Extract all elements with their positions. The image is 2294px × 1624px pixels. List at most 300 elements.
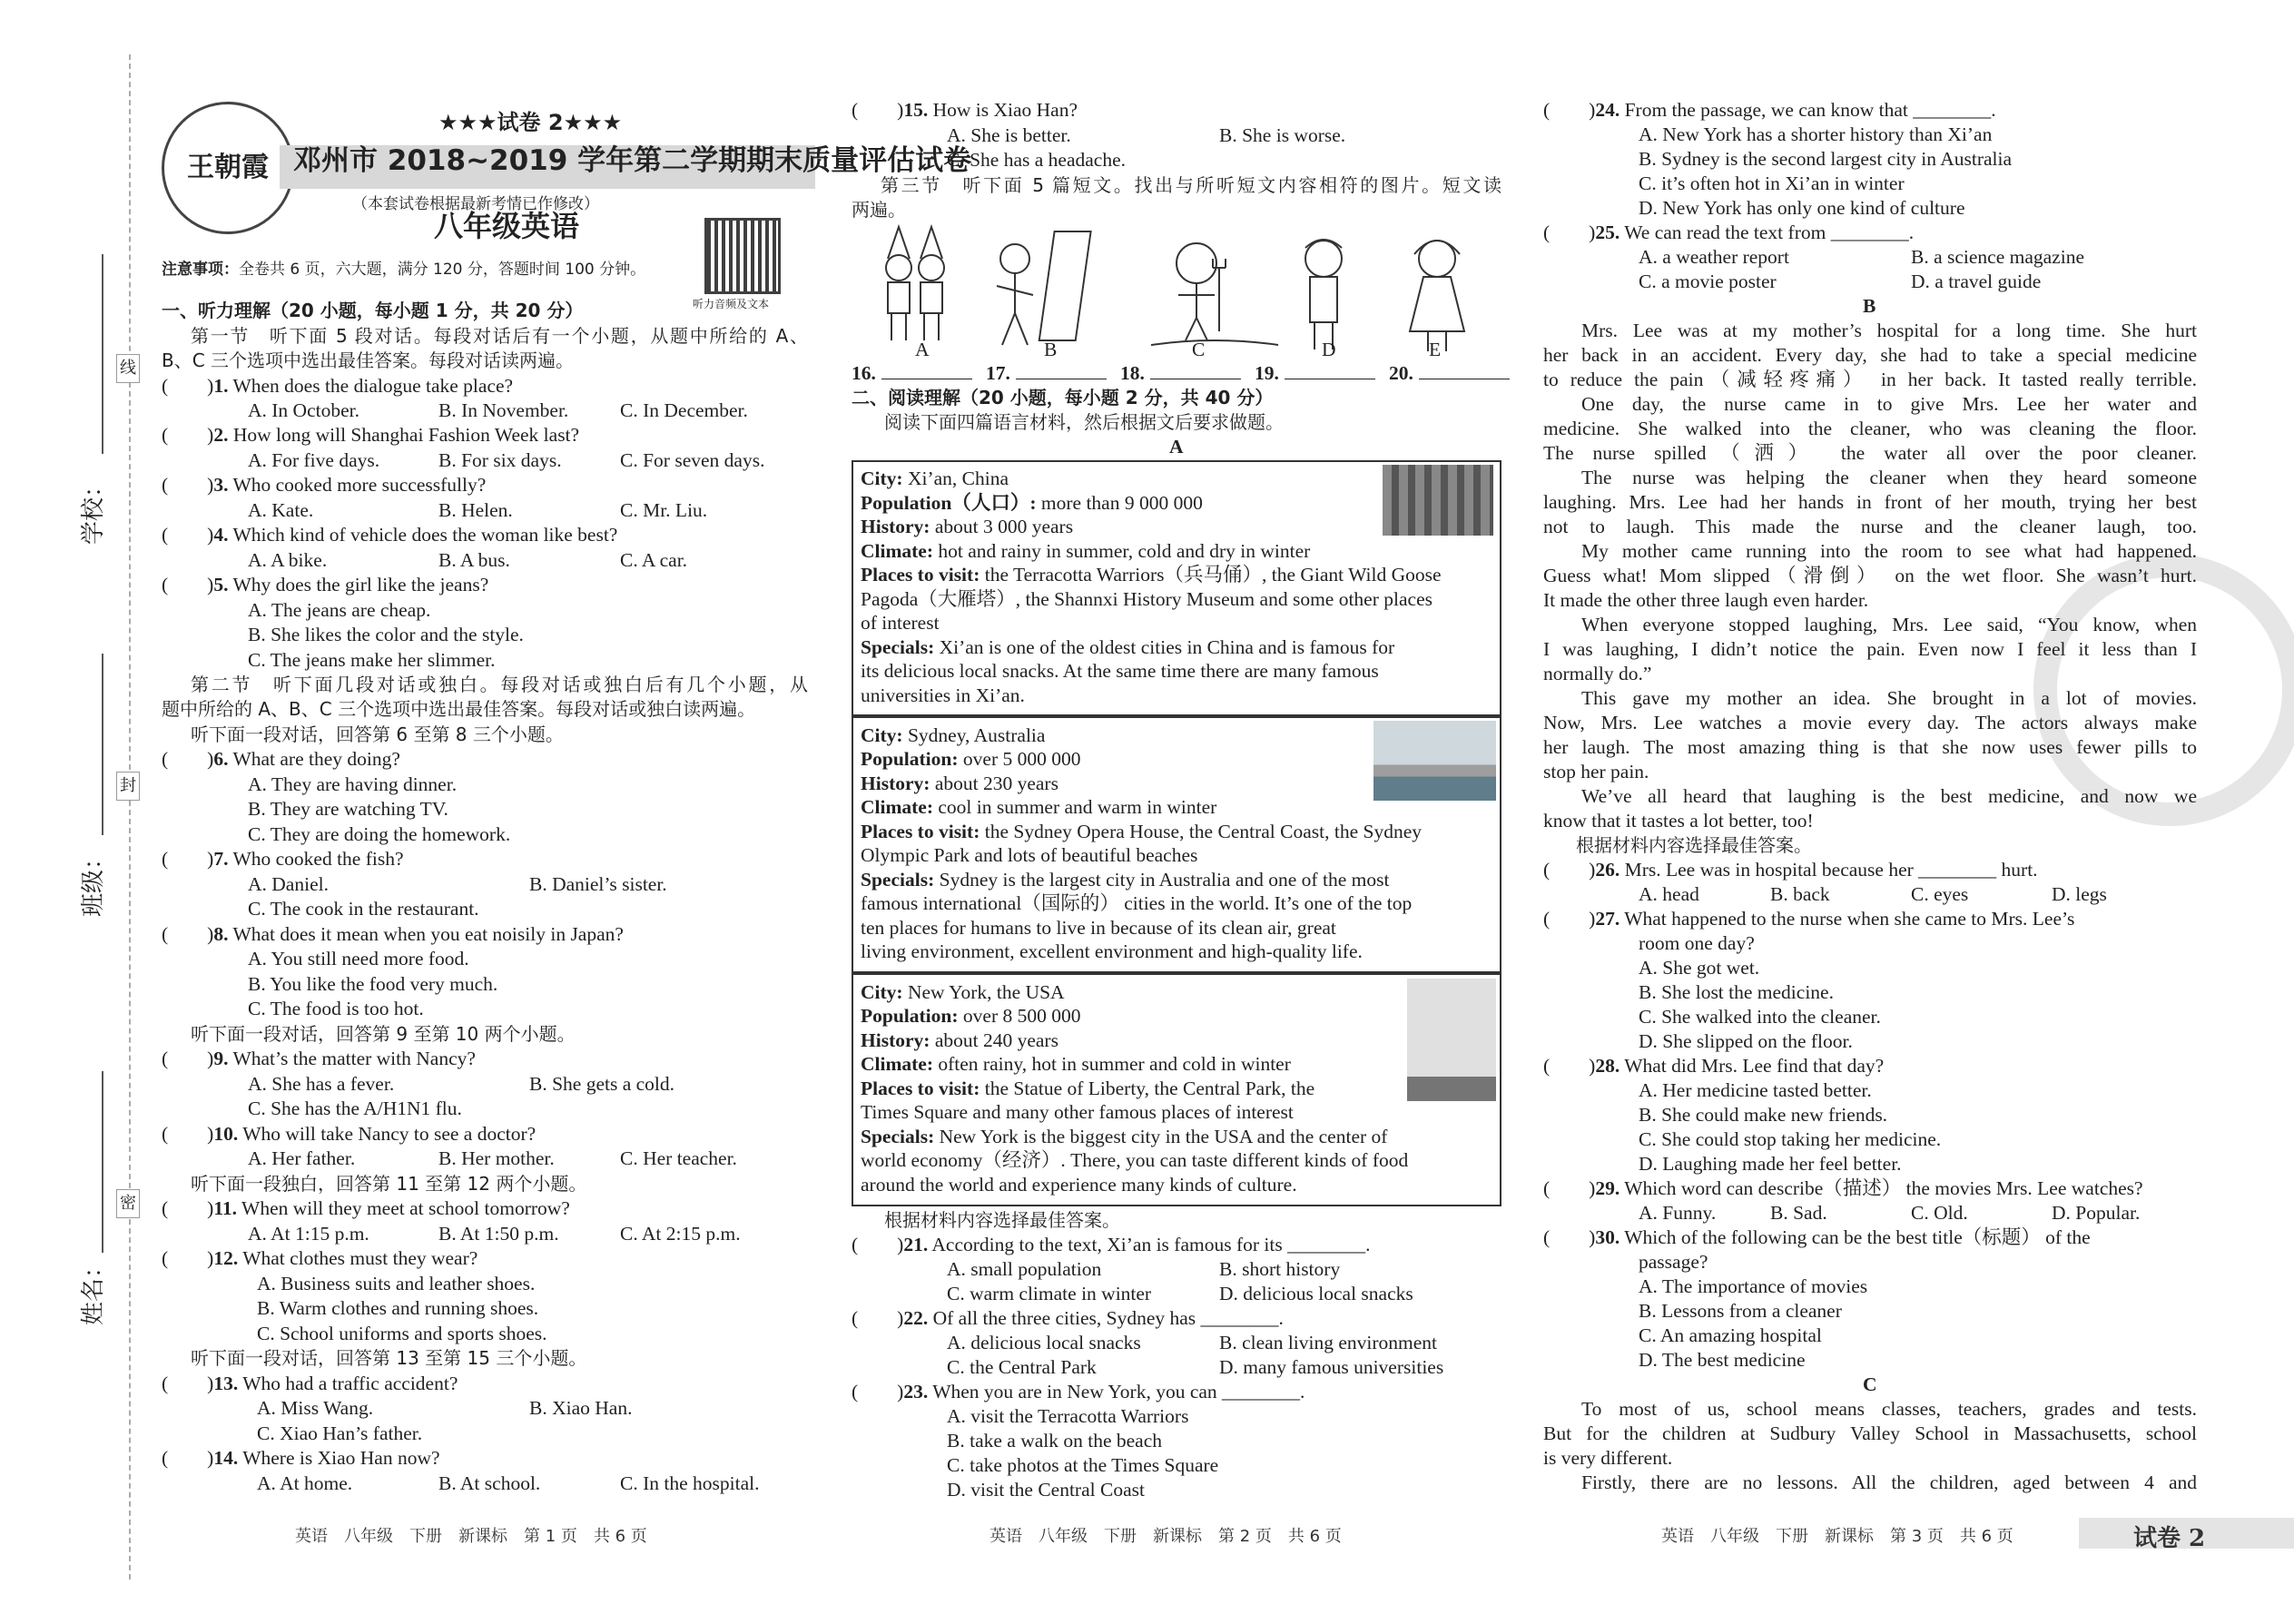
option-b[interactable]: B. She lost the medicine. [1639,981,1834,1003]
notice-label: 注意事项： [162,261,239,279]
newyork-history [861,1029,1058,1053]
field-value: often rainy, hot in summer and cold in winter [938,1053,1291,1075]
section3-inst-2: 两遍。 [852,199,906,221]
question-text: Which word can describe（描述） the movies Mrs. Lee watches? [1624,1177,2143,1199]
field-value: over 8 500 000 [962,1005,1081,1027]
section2-inst-2: 题中所给的 A、B、C 三个选项中选出最佳答案。每段对话或独白读两遍。 [162,698,756,720]
option-d[interactable]: D. visit the Central Coast [947,1479,1145,1501]
passage-c-line: is very different. [1543,1447,1673,1469]
blank-num: 19. [1255,362,1279,384]
field-value: hot and rainy in summer, cold and dry in winter [938,540,1311,562]
question-11: ( )11. When will they meet at school tomorrow? [162,1197,570,1219]
q-num: 26. [1595,859,1620,881]
option-a[interactable]: A. At home. [257,1472,353,1494]
q-num: 4. [213,524,229,546]
option-c[interactable]: C. Her teacher. [620,1147,737,1169]
question-text: How long will Shanghai Fashion Week last? [232,424,580,446]
field-value: more than 9 000 000 [1040,492,1203,514]
option-a[interactable]: A. The importance of movies [1639,1275,1868,1297]
passage-b-line: Guess what! Mom slipped（滑倒） on the wet floor. She wasn’t hurt. [1543,565,2197,586]
option-d[interactable]: D. a travel guide [1911,271,2042,292]
option-c[interactable]: C. She has the A/H1N1 flu. [248,1097,462,1119]
option-c[interactable]: C. Mr. Liu. [620,499,708,521]
picture-label-e: E [1429,339,1442,360]
question-3: ( )3. Who cooked more successfully? [162,474,487,496]
passage-b-line: her laugh. The most amazing thing is that she now uses fewer pills to [1543,736,2197,758]
sydney-places-2: Olympic Park and lots of beautiful beaches [861,844,1198,866]
xian-population [861,491,1203,516]
option-a[interactable]: A. Business suits and leather shoes. [257,1273,536,1294]
field-value: about 240 years [934,1029,1058,1051]
field-value: the Sydney Opera House, the Central Coast, the Sydney [984,821,1422,842]
xian-places-3: of interest [861,612,940,634]
question-text: Mrs. Lee was in hospital because her ________ hurt. [1624,859,2038,881]
field-key: Specials: [861,636,935,658]
xian-specials [861,635,1394,660]
inst-11-12: 听下面一段独白，回答第 11 至第 12 两个小题。 [191,1173,587,1195]
newyork-places [861,1077,1314,1101]
q-num: 23. [903,1381,929,1403]
xian-places [861,563,1442,587]
question-text: When you are in New York, you can ________. [932,1381,1305,1403]
paper-tag: ★★★试卷 2★★★ [438,110,623,135]
question-text: Which kind of vehicle does the woman like best? [232,524,618,546]
q-num: 27. [1595,908,1620,930]
field-value: Xi’an, China [907,468,1009,489]
inst-9-10: 听下面一段对话，回答第 9 至第 10 两个小题。 [191,1023,576,1045]
picture-label-c: C [1192,339,1206,360]
picture-b-mirror [997,231,1091,345]
field-value: Sydney is the largest city in Australia and one of the most [939,869,1390,891]
option-c[interactable]: C. She has a headache. [947,149,1127,171]
option-b[interactable]: B. At 1:50 p.m. [438,1223,559,1245]
option-d[interactable]: D. delicious local snacks [1219,1283,1413,1304]
option-c[interactable]: C. In December. [620,399,748,421]
blank-num: 20. [1389,362,1413,384]
answer-blank-19[interactable] [1255,361,1375,386]
option-d[interactable]: D. Laughing made her feel better. [1639,1153,1902,1175]
sydney-specials-4: living environment, excellent environment and high-quality life. [861,940,1363,962]
question-text: Why does the girl like the jeans? [232,574,489,595]
question-text: Of all the three cities, Sydney has ________. [932,1307,1284,1329]
qr-caption: 听力音频及文本 [693,298,770,310]
q-num: 13. [213,1373,239,1394]
footer-page-1: 英语 八年级 下册 新课标 第 1 页 共 6 页 [295,1527,647,1546]
question-24: ( )24. From the passage, we can know that ________. [1543,99,1996,121]
seal-char-secret: 密 [116,1189,140,1218]
option-a[interactable]: A. small population [947,1258,1102,1280]
option-a[interactable]: A. You still need more food. [248,948,469,969]
answer-blank-18[interactable] [1120,361,1241,386]
question-text: When does the dialogue take place? [232,375,514,397]
question-text: Which of the following can be the best title（标题） of the [1624,1226,2091,1248]
newyork-specials-3: around the world and experience many kinds of culture. [861,1174,1297,1196]
q-num: 10. [213,1123,239,1145]
q-num: 30. [1595,1226,1620,1248]
answer-blank-16[interactable] [852,361,972,386]
option-c[interactable]: C. The jeans make her slimmer. [248,649,496,671]
option-c[interactable]: C. An amazing hospital [1639,1324,1822,1346]
newyork-specials [861,1125,1387,1149]
question-7: ( )7. Who cooked the fish? [162,848,404,870]
option-a[interactable]: A. They are having dinner. [248,773,458,795]
field-key: History: [861,773,930,794]
field-key: Population: [861,748,959,770]
question-30-cont: passage? [1639,1251,1708,1273]
sydney-specials-2: famous international（国际的） cities in the world. It’s one of the top [861,892,1413,914]
option-a[interactable]: A. Funny. [1639,1202,1717,1224]
question-29: ( )29. Which word can describe（描述） the movies Mrs. Lee watches? [1543,1177,2143,1199]
field-key: History: [861,516,930,537]
field-key: Specials: [861,869,935,891]
field-value: cool in summer and warm in winter [938,796,1217,818]
part1-title: 一、听力理解（20 小题，每小题 1 分，共 20 分） [162,300,584,321]
option-a[interactable]: A. Kate. [248,499,314,521]
answer-blank-20[interactable] [1389,361,1510,386]
statue-of-liberty-photo [1407,979,1496,1101]
option-a[interactable]: A. delicious local snacks [947,1332,1141,1353]
option-c[interactable]: C. Xiao Han’s father. [257,1422,423,1444]
picture-label-a: A [915,339,930,360]
option-d[interactable]: D. many famous universities [1219,1356,1444,1378]
name-label: 姓名： [80,1254,107,1325]
sydney-specials-3: ten places for humans to live in because of its clean air, great [861,917,1336,939]
question-text: What did Mrs. Lee find that day? [1624,1055,1885,1077]
passage-b-line: When everyone stopped laughing, Mrs. Lee said, “You know, when [1581,614,2197,635]
option-a[interactable]: A. Her father. [248,1147,356,1169]
option-b[interactable]: B. Her mother. [438,1147,555,1169]
q-num: 9. [213,1048,229,1069]
question-1: ( )1. When does the dialogue take place? [162,375,514,397]
option-a[interactable]: A. A bike. [248,549,328,571]
passage-b-line: My mother came running into the room to see what had happened. [1581,540,2197,562]
school-field[interactable] [102,254,103,454]
passage-b-label: B [1863,295,1876,317]
passage-b-line: Mrs. Lee was at my mother’s hospital for a long time. She hurt [1581,320,2197,341]
option-a[interactable]: A. Miss Wang. [257,1397,374,1419]
section1-inst-2: B、C 三个选项中选出最佳答案。每段对话读两遍。 [162,349,575,371]
question-30: ( )30. Which of the following can be the best title（标题） of the [1543,1226,2091,1248]
option-c[interactable]: C. a movie poster [1639,271,1777,292]
sydney-city [861,723,1045,748]
passage-b-line: stop her pain. [1543,761,1649,782]
passage-b-line: to reduce the pain（减轻疼痛） in her back. It tasted really terrible. [1543,369,2197,390]
option-b[interactable]: B. She likes the color and the style. [248,624,524,645]
option-b[interactable]: B. In November. [438,399,569,421]
question-6: ( )6. What are they doing? [162,748,400,770]
school-label: 学校： [80,473,107,545]
question-5: ( )5. Why does the girl like the jeans? [162,574,489,595]
field-key: Population: [861,1005,959,1027]
field-key: Population（人口）: [861,492,1037,514]
xian-specials-3: universities in Xi’an. [861,684,1025,706]
q-num: 7. [213,848,229,870]
q-num: 24. [1595,99,1620,121]
option-c[interactable]: C. take photos at the Times Square [947,1454,1219,1476]
option-b[interactable]: B. She gets a cold. [529,1073,675,1095]
sydney-climate [861,795,1216,820]
field-key: Specials: [861,1126,935,1147]
option-a[interactable]: A. visit the Terracotta Warriors [947,1405,1189,1427]
cut-line [129,54,131,1580]
option-c[interactable]: C. Old. [1911,1202,1968,1224]
option-a[interactable]: A. She got wet. [1639,957,1760,979]
option-c[interactable]: C. At 2:15 p.m. [620,1223,741,1245]
q-num: 14. [213,1447,239,1469]
option-d[interactable]: D. Popular. [2052,1202,2141,1224]
field-key: Places to visit: [861,564,980,586]
q-num: 3. [213,474,229,496]
picture-label-d: D [1322,339,1336,360]
option-c[interactable]: C. it’s often hot in Xi’an in winter [1639,172,1905,194]
picture-c-farmer [1151,243,1278,345]
subject-title: 八年级英语 [434,209,580,243]
picture-d-man [1305,240,1342,349]
option-b[interactable]: B. Daniel’s sister. [529,873,667,895]
footer-page-3: 英语 八年级 下册 新课标 第 3 页 共 6 页 [1661,1527,2013,1546]
question-text: What clothes must they wear? [242,1247,478,1269]
option-b[interactable]: B. clean living environment [1219,1332,1438,1353]
inst-6-8: 听下面一段对话，回答第 6 至第 8 三个小题。 [191,723,564,745]
option-c[interactable]: C. In the hospital. [620,1472,760,1494]
option-c[interactable]: C. The food is too hot. [248,998,424,1019]
exam-subtitle: （本套试卷根据最新考情已作修改） [352,195,599,213]
field-value: Sydney, Australia [907,724,1046,746]
footer-page-2: 英语 八年级 下册 新课标 第 2 页 共 6 页 [989,1527,1342,1546]
option-c[interactable]: C. The cook in the restaurant. [248,898,479,920]
logo [162,102,294,234]
option-a[interactable]: A. Daniel. [248,873,329,895]
newyork-specials-2: world economy（经济）. There, you can taste different kinds of food [861,1149,1409,1171]
question-text: We can read the text from ________. [1624,221,1915,243]
xian-history [861,515,1073,539]
newyork-population [861,1004,1080,1029]
option-b[interactable]: B. Sad. [1770,1202,1827,1224]
question-12: ( )12. What clothes must they wear? [162,1247,478,1269]
sydney-history [861,772,1058,796]
option-b[interactable]: B. a science magazine [1911,246,2085,268]
option-c[interactable]: C. For seven days. [620,449,765,471]
question-28: ( )28. What did Mrs. Lee find that day? [1543,1055,1885,1077]
choose-inst-b: 根据材料内容选择最佳答案。 [1576,834,1812,856]
terracotta-photo [1383,465,1493,536]
option-c[interactable]: C. They are doing the homework. [248,823,511,845]
xian-climate [861,539,1310,564]
question-text: What does it mean when you eat noisily in Japan? [232,923,624,945]
xian-specials-2: its delicious local snacks. At the same time there are many famous [861,660,1379,682]
option-b[interactable]: B. At school. [438,1472,541,1494]
question-text: How is Xiao Han? [932,99,1078,121]
passage-b-line: This gave my mother an idea. She brought in a lot of movies. [1581,687,2197,709]
option-c[interactable]: C. warm climate in winter [947,1283,1152,1304]
passage-c-line: Firstly, there are no lessons. All the children, aged between 4 and [1581,1471,2197,1493]
passage-a-label: A [1169,436,1184,458]
option-b[interactable]: B. Xiao Han. [529,1397,633,1419]
question-27: ( )27. What happened to the nurse when she came to Mrs. Lee’s [1543,908,2075,930]
opera-house-photo [1373,721,1496,801]
option-a[interactable]: A. She has a fever. [248,1073,395,1095]
name-field[interactable] [102,1071,103,1253]
passage-b-line: medicine. She walked into the cleaner, who was cleaning the floor. [1543,418,2197,439]
passage-c-line: But for the children at Sudbury Valley School in Massachusetts, school [1543,1422,2197,1444]
xian-city [861,467,1009,491]
option-c[interactable]: C. A car. [620,549,688,571]
option-b[interactable]: B. She could make new friends. [1639,1104,1888,1126]
question-10: ( )10. Who will take Nancy to see a doctor? [162,1123,537,1145]
option-a[interactable]: A. She is better. [947,124,1071,146]
option-d[interactable]: D. New York has only one kind of culture [1639,197,1965,219]
section3-inst: 第三节 听下面 5 篇短文。找出与所听短文内容相符的图片。短文读 [881,174,1501,196]
question-text: When will they meet at school tomorrow? [241,1197,570,1219]
option-c[interactable]: C. She walked into the cleaner. [1639,1006,1881,1028]
passage-b-line: The nurse was helping the cleaner when they heard someone [1581,467,2197,488]
option-c[interactable]: C. eyes [1911,883,1969,905]
field-key: City: [861,724,903,746]
option-a[interactable]: A. head [1639,883,1699,905]
passage-b-line: One day, the nurse came in to give Mrs. Lee her water and [1581,393,2197,415]
question-text: Who had a traffic accident? [242,1373,458,1394]
seal-char-line: 线 [116,354,140,383]
option-a[interactable]: A. Her medicine tasted better. [1639,1079,1872,1101]
seal-char-seal: 封 [116,772,140,801]
question-text: From the passage, we can know that ________. [1624,99,1996,121]
q-num: 1. [213,375,229,397]
q-num: 22. [903,1307,929,1329]
question-22: ( )22. Of all the three cities, Sydney has ________. [852,1307,1284,1329]
field-value: over 5 000 000 [962,748,1081,770]
blank-num: 17. [986,362,1010,384]
option-b[interactable]: B. back [1770,883,1830,905]
field-key: Climate: [861,540,933,562]
notice [162,258,645,282]
q-num: 29. [1595,1177,1620,1199]
option-a[interactable]: A. At 1:15 p.m. [248,1223,369,1245]
option-a[interactable]: A. a weather report [1639,246,1789,268]
option-b[interactable]: B. take a walk on the beach [947,1430,1163,1452]
field-value: New York is the biggest city in the USA and the center of [939,1126,1388,1147]
picture-label-b: B [1044,339,1058,360]
q-num: 12. [213,1247,239,1269]
question-26: ( )26. Mrs. Lee was in hospital because her ________ hurt. [1543,859,2038,881]
question-21: ( )21. According to the text, Xi’an is famous for its ________. [852,1234,1371,1255]
option-c[interactable]: C. the Central Park [947,1356,1097,1378]
option-b[interactable]: B. She is worse. [1219,124,1346,146]
question-text: What are they doing? [232,748,400,770]
option-a[interactable]: A. For five days. [248,449,380,471]
passage-b-line: Now, Mrs. Lee watches a movie every day. The actors always make [1543,712,2197,733]
question-4: ( )4. Which kind of vehicle does the woman like best? [162,524,618,546]
field-value: about 230 years [934,773,1058,794]
passage-b-line: We’ve all heard that laughing is the best medicine, and now we [1581,785,2197,807]
option-d[interactable]: D. She slipped on the floor. [1639,1030,1853,1052]
footer-paper-tag: 试卷 2 [2133,1525,2206,1552]
answer-blank-17[interactable] [986,361,1107,386]
passage-b-line: normally do.” [1543,663,1652,684]
field-key: Places to visit: [861,821,980,842]
option-a[interactable]: A. In October. [248,399,359,421]
logo-text: 王朝霞 [187,152,269,184]
question-text: Where is Xiao Han now? [242,1447,440,1469]
passage-b-line: I was laughing, I didn’t notice the pain. Even now I feel it less than I [1543,638,2197,660]
q-num: 28. [1595,1055,1620,1077]
question-13: ( )13. Who had a traffic accident? [162,1373,458,1394]
option-b[interactable]: B. For six days. [438,449,562,471]
passage-b-line: know that it tastes a lot better, too! [1543,810,1814,832]
picture-e-girl [1410,241,1464,351]
option-b[interactable]: B. A bus. [438,549,510,571]
binding-margin [0,0,159,1624]
q-num: 25. [1595,221,1620,243]
field-value: the Statue of Liberty, the Central Park, the [984,1078,1315,1099]
question-2: ( )2. How long will Shanghai Fashion Week last? [162,424,580,446]
option-d[interactable]: D. The best medicine [1639,1349,1806,1371]
q-num: 21. [903,1234,929,1255]
question-text: What happened to the nurse when she came to Mrs. Lee’s [1624,908,2075,930]
field-key: Climate: [861,1053,933,1075]
field-key: Places to visit: [861,1078,980,1099]
option-d[interactable]: D. legs [2052,883,2107,905]
field-value: New York, the USA [907,981,1065,1003]
qr-code [704,218,781,294]
sydney-population [861,747,1080,772]
section2-inst: 第二节 听下面几段对话或独白。每段对话或独白后有几个小题，从 [191,674,808,695]
sydney-specials [861,868,1389,892]
class-field[interactable] [102,654,103,835]
field-key: History: [861,1029,930,1051]
option-b[interactable]: B. Sydney is the second largest city in Australia [1639,148,2013,170]
question-text: Who will take Nancy to see a doctor? [242,1123,537,1145]
choose-inst-a: 根据材料内容选择最佳答案。 [884,1209,1120,1231]
option-b[interactable]: B. Helen. [438,499,513,521]
blank-num: 18. [1120,362,1145,384]
option-b[interactable]: B. short history [1219,1258,1341,1280]
option-b[interactable]: B. Warm clothes and running shoes. [257,1297,539,1319]
question-27-cont: room one day? [1639,932,1755,954]
passage-b-line: not to laugh. This made the nurse and the cleaner laugh, too. [1543,516,2197,537]
passage-c-line: To most of us, school means classes, teachers, grades and tests. [1581,1398,2197,1420]
q-num: 15. [903,99,929,121]
question-8: ( )8. What does it mean when you eat noisily in Japan? [162,923,624,945]
q-num: 6. [213,748,229,770]
option-a[interactable]: A. The jeans are cheap. [248,599,431,621]
newyork-places-2: Times Square and many other famous places of interest [861,1101,1294,1123]
exam-title: 邓州市 2018~2019 学年第二学期期末质量评估试卷 [293,144,972,177]
option-b[interactable]: B. They are watching TV. [248,798,448,820]
option-a[interactable]: A. New York has a shorter history than Xi’an [1639,123,1993,145]
field-value: the Terracotta Warriors（兵马俑）, the Giant Wild Goose [984,564,1442,586]
option-c[interactable]: C. School uniforms and sports shoes. [257,1323,547,1344]
part2-intro: 阅读下面四篇语言材料，然后根据文后要求做题。 [884,411,1284,433]
question-15: ( )15. How is Xiao Han? [852,99,1078,121]
option-b[interactable]: B. You like the food very much. [248,973,498,995]
passage-c-label: C [1863,1373,1877,1395]
option-c[interactable]: C. She could stop taking her medicine. [1639,1128,1942,1150]
class-label: 班级： [80,845,107,917]
passage-b-line: laughing. Mrs. Lee had her hands in front of her mouth, trying her best [1543,491,2197,513]
field-value: about 3 000 years [934,516,1074,537]
passage-b-line: The nurse spilled（洒） the water all over the poor cleaner. [1543,442,2197,464]
field-key: Climate: [861,796,933,818]
sydney-places [861,820,1422,844]
newyork-city [861,980,1065,1005]
question-text: According to the text, Xi’an is famous for its ________. [931,1234,1371,1255]
xian-places-2: Pagoda（大雁塔）, the Shannxi History Museum and some other places [861,588,1433,610]
field-value: Xi’an is one of the oldest cities in China and is famous for [939,636,1395,658]
option-b[interactable]: B. Lessons from a cleaner [1639,1300,1842,1322]
inst-13-15: 听下面一段对话，回答第 13 至第 15 三个小题。 [191,1347,587,1369]
question-text: Who cooked the fish? [232,848,404,870]
q-num: 11. [213,1197,238,1219]
